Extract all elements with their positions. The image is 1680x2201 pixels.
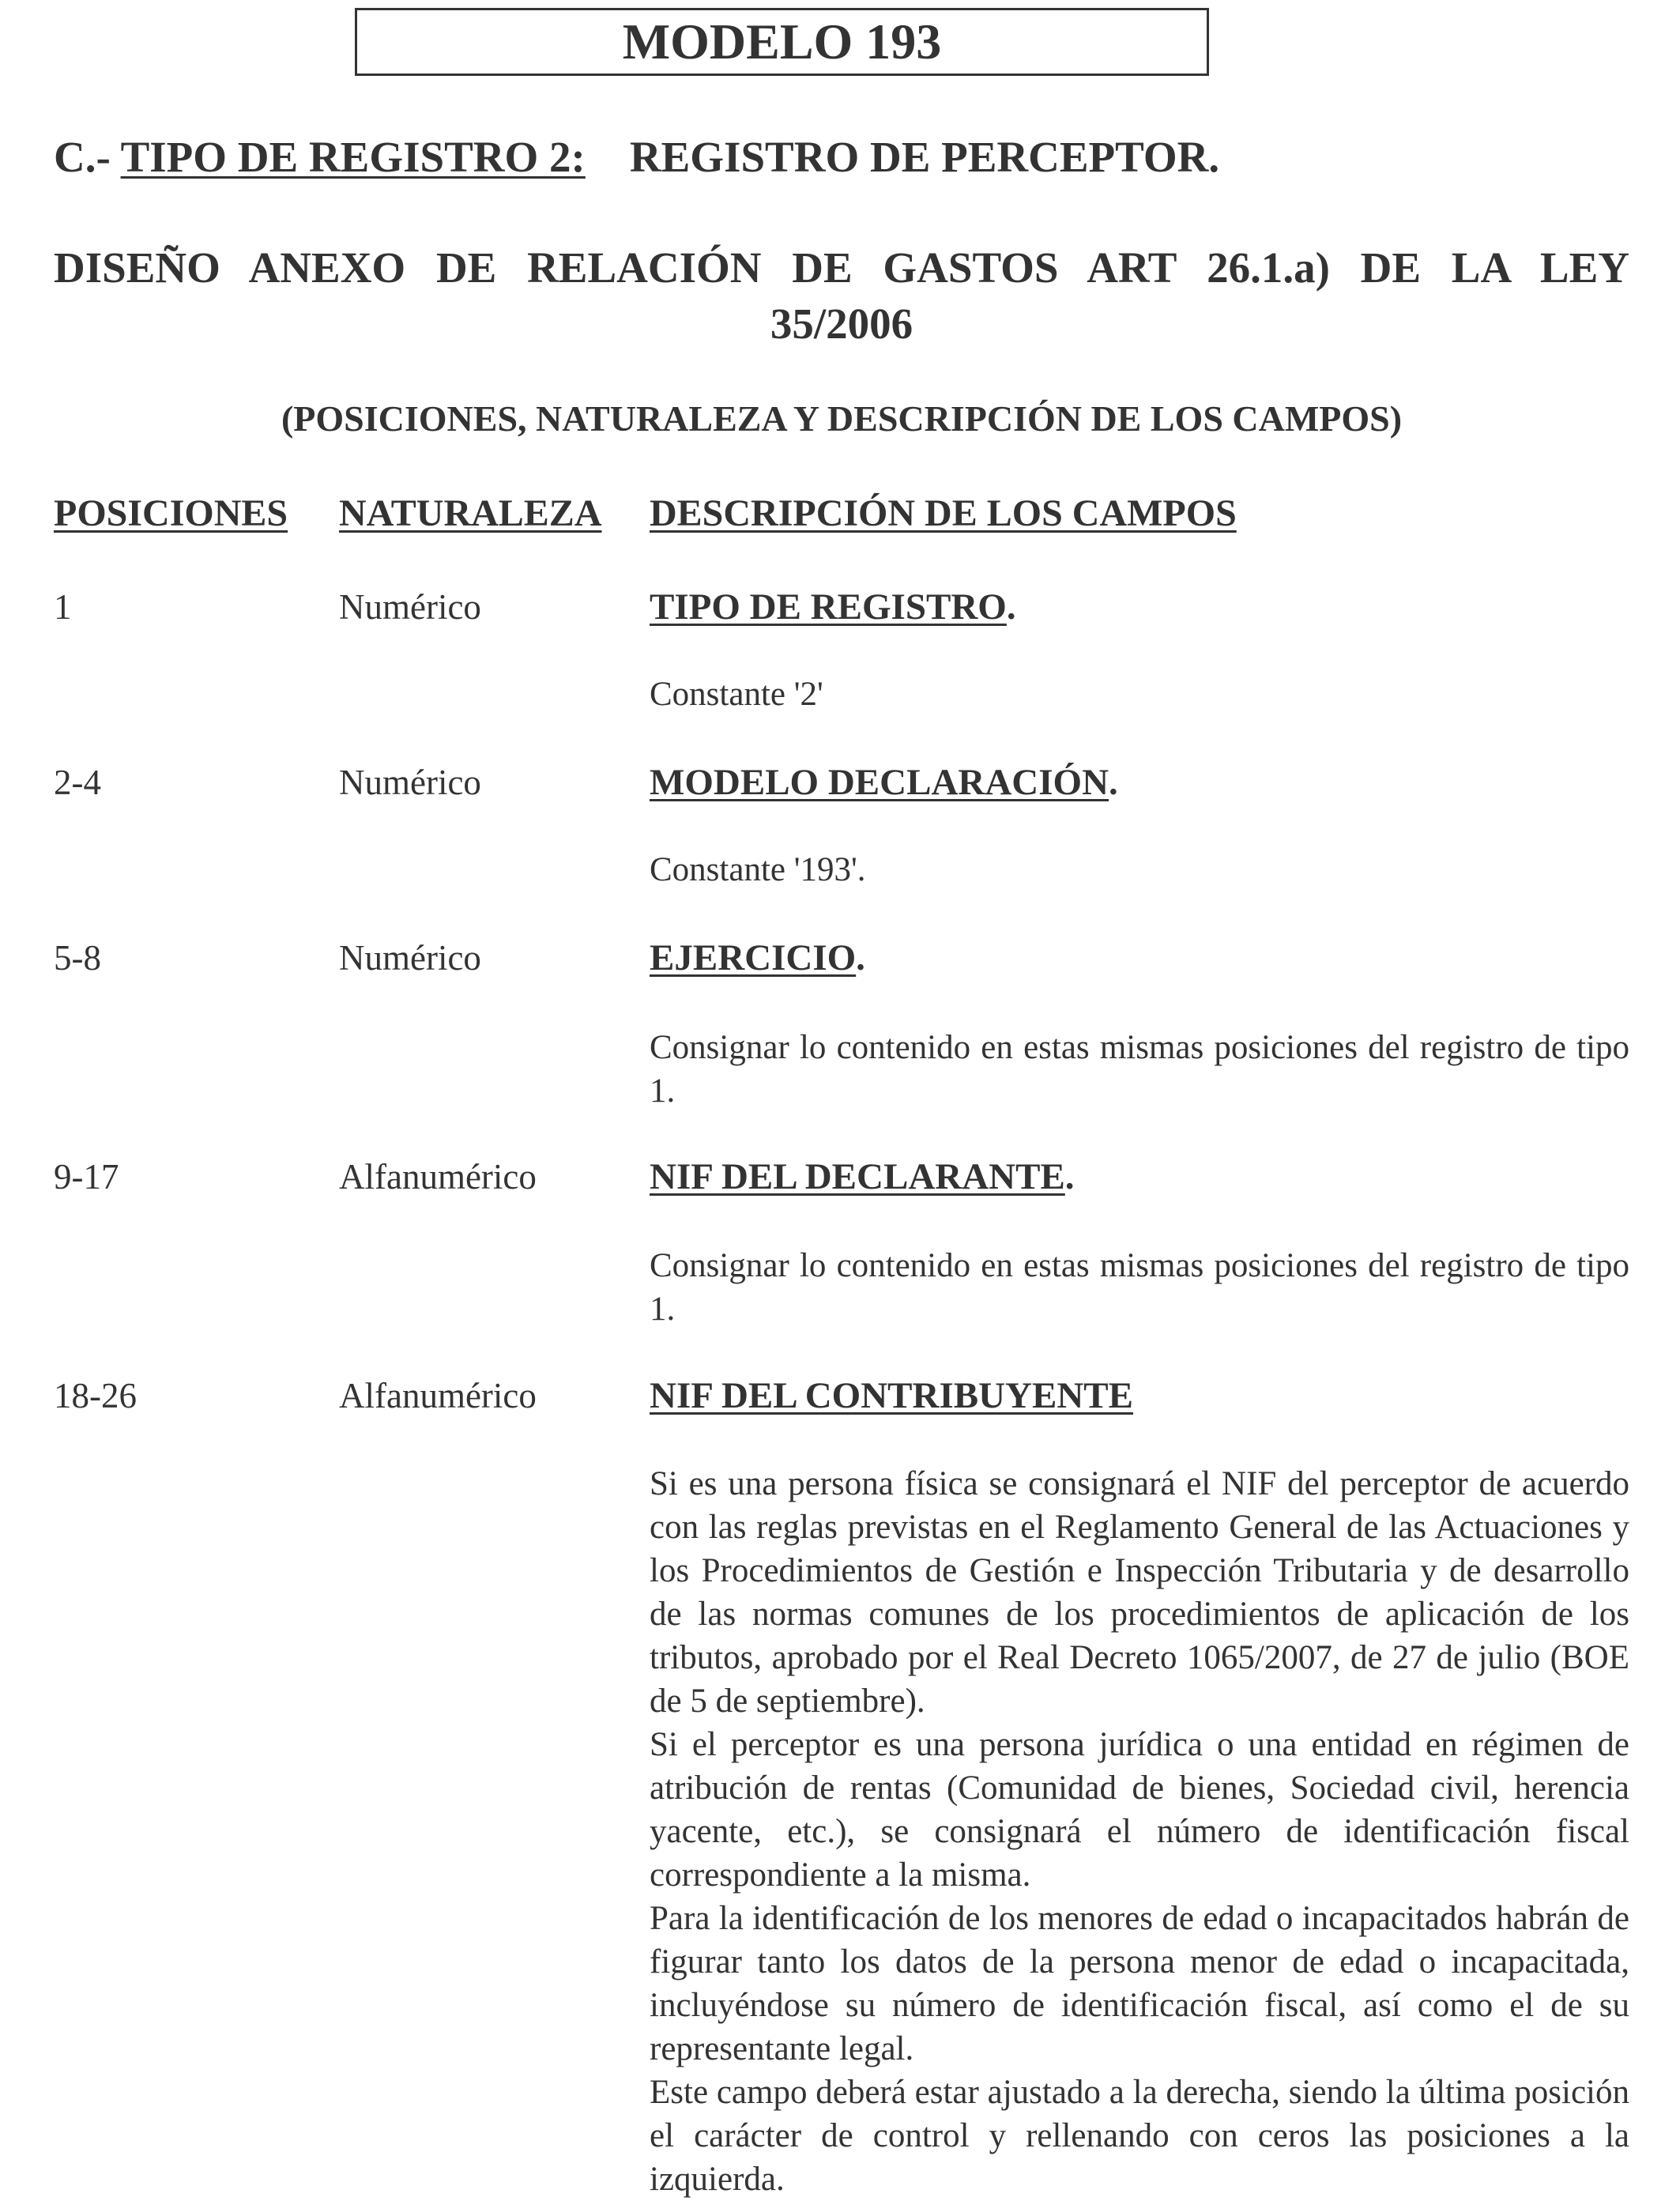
row-nature: Alfanumérico [339,1376,537,1415]
design-heading-line1: DISEÑO ANEXO DE RELACIÓN DE GASTOS ART 26.1.a) DE LA LEY [54,243,1629,292]
row-description [650,848,1629,891]
row-field-suffix: . [1064,1156,1075,1197]
row-field-suffix: . [1109,762,1118,803]
row-position: 1 [54,587,72,627]
description-paragraph: Consignar lo contenido en estas mismas posiciones del registro de tipo 1. [650,1247,1629,1328]
column-header-positions: POSICIONES [54,492,288,534]
row-field-suffix: . [1006,586,1016,628]
row-position: 18-26 [54,1376,137,1415]
section-subheading: (POSICIONES, NATURALEZA Y DESCRIPCIÓN DE LOS CAMPOS) [281,398,1403,439]
description-paragraph: Si es una persona física se consignará el NIF del perceptor de acuerdo con las reglas previstas en el Reglamento General de las Actuaciones y los Procedimientos de Gestión e Inspección Tributaria y de desarrollo de las normas comunes de los procedimientos de aplicación de los tributos, aprobado por el Real Decreto 1065/2007, de 27 de julio (BOE de 5 de septiembre). [650,1465,1629,1720]
row-position: 5-8 [54,938,101,978]
row-field-title [650,760,1118,805]
row-nature: Alfanumérico [339,1157,537,1197]
description-paragraph: Este campo deberá estar ajustado a la derecha, siendo la última posición el carácter de control y rellenando con ceros las posiciones a la izquierda. [650,2074,1629,2198]
row-field-name: TIPO DE REGISTRO [650,586,1007,628]
row-description [650,1462,1629,2201]
row-description [650,1244,1629,1331]
row-nature: Numérico [339,938,481,978]
row-position: 9-17 [54,1157,119,1197]
description-paragraph: Constante '193'. [650,851,866,888]
column-header-nature: NATURALEZA [339,492,602,534]
row-field-suffix: . [856,937,865,978]
row-field-name: NIF DEL DECLARANTE [650,1156,1065,1197]
row-position: 2-4 [54,763,101,802]
row-nature: Numérico [339,763,481,802]
row-field-name: MODELO DECLARACIÓN [650,762,1109,803]
row-field-name: EJERCICIO [650,937,857,978]
row-description [650,673,1629,716]
record-type-text: REGISTRO DE PERCEPTOR. [629,133,1220,181]
row-description [650,1026,1629,1113]
row-field-title [650,585,1016,629]
row-field-title [650,936,865,980]
row-nature: Numérico [339,587,481,627]
column-header-description: DESCRIPCIÓN DE LOS CAMPOS [650,492,1237,534]
design-heading-line2: 35/2006 [770,300,913,348]
row-field-title [650,1155,1075,1199]
record-type-heading [54,131,1219,183]
row-field-name: NIF DEL CONTRIBUYENTE [650,1375,1133,1416]
description-paragraph: Para la identificación de los menores de edad o incapacitados habrán de figurar tanto los datos de la persona menor de edad o incapacitada, incluyéndose su número de identificación fiscal, así como el de su representante legal. [650,1900,1629,2067]
row-field-title [650,1374,1133,1418]
record-type-label: TIPO DE REGISTRO 2: [120,133,586,181]
record-type-prefix: C.- [54,133,111,181]
description-paragraph: Consignar lo contenido en estas mismas posiciones del registro de tipo 1. [650,1029,1629,1110]
description-paragraph: Si el perceptor es una persona jurídica o una entidad en régimen de atribución de rentas (Comunidad de bienes, Sociedad civil, herencia yacente, etc.), se consignará el número de identificación fiscal correspondiente a la misma. [650,1726,1629,1894]
description-paragraph: Constante '2' [650,676,823,713]
document-title: MODELO 193 [355,8,1209,76]
